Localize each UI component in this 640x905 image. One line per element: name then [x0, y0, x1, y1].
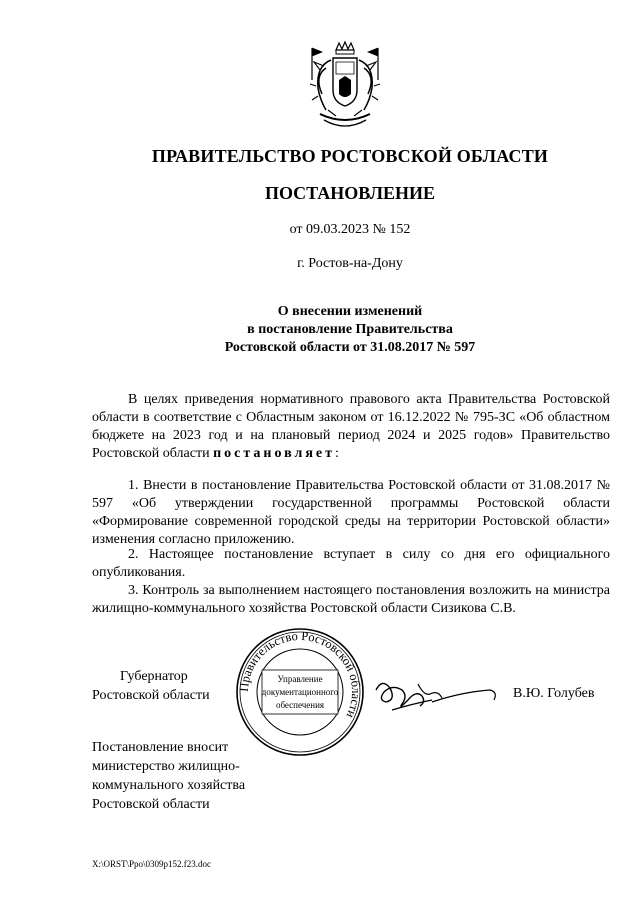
subject-line: Ростовской области от 31.08.2017 № 597 — [224, 340, 476, 355]
document-subject — [0, 303, 640, 357]
footer-file-path: X:\ORST\Ppo\0309p152.f23.doc — [92, 859, 212, 869]
handwritten-signature — [372, 670, 502, 720]
preamble-text: В целях приведения нормативного правового акта Правительства Ростовской области в соответствие с Областным законом от 16.12.2022 № 795-ЗС «Об областном бюджете на 2023 год и на плановый период 2024 и 2025 годов» Правительство Ростовской области — [92, 392, 610, 461]
signatory-name: В.Ю. Голубев — [513, 686, 595, 701]
seal-inner-text: Управление — [277, 674, 323, 684]
document-date-number: от 09.03.2023 № 152 — [289, 222, 411, 237]
submitted-by-line: министерство жилищно- — [92, 759, 240, 774]
item-paragraph: 3. Контроль за выполнением настоящего постановления возложить на министра жилищно-коммунального хозяйства Ростовской области Сизикова С.В. — [92, 583, 610, 616]
submitted-by-line: Ростовской области — [92, 797, 210, 812]
signatory-title — [92, 667, 242, 705]
coat-of-arms-icon — [306, 40, 384, 136]
preamble-end: : — [335, 446, 339, 461]
seal-inner-text: обеспечения — [275, 700, 325, 710]
submitted-by-line: коммунального хозяйства — [92, 778, 246, 793]
organization-title: ПРАВИТЕЛЬСТВО РОСТОВСКОЙ ОБЛАСТИ — [151, 146, 549, 166]
item-paragraph: 1. Внести в постановление Правительства Ростовской области от 31.08.2017 № 597 «Об утверждении государственной программы Ростовской области «Формирование современной городской среды на территории Ростовской области» изменения согласно приложению. — [92, 478, 610, 547]
decree-word: постановляет — [213, 446, 336, 461]
signatory-title-line: Губернатор — [120, 669, 188, 684]
seal-inner-text: документационного — [261, 687, 339, 697]
submitted-by-note — [92, 738, 272, 814]
subject-line: в постановление Правительства — [247, 322, 453, 337]
subject-line: О внесении изменений — [277, 304, 423, 319]
preamble-paragraph — [92, 391, 610, 463]
submitted-by-line: Постановление вносит — [92, 740, 229, 755]
item-paragraph: 2. Настоящее постановление вступает в силу со дня его официального опубликования. — [92, 547, 610, 580]
signatory-title-line: Ростовской области — [92, 688, 210, 703]
document-type: ПОСТАНОВЛЕНИЕ — [264, 183, 436, 203]
seal-ring-text: Правительство Ростовской области — [236, 628, 364, 721]
document-city: г. Ростов-на-Дону — [297, 256, 403, 271]
